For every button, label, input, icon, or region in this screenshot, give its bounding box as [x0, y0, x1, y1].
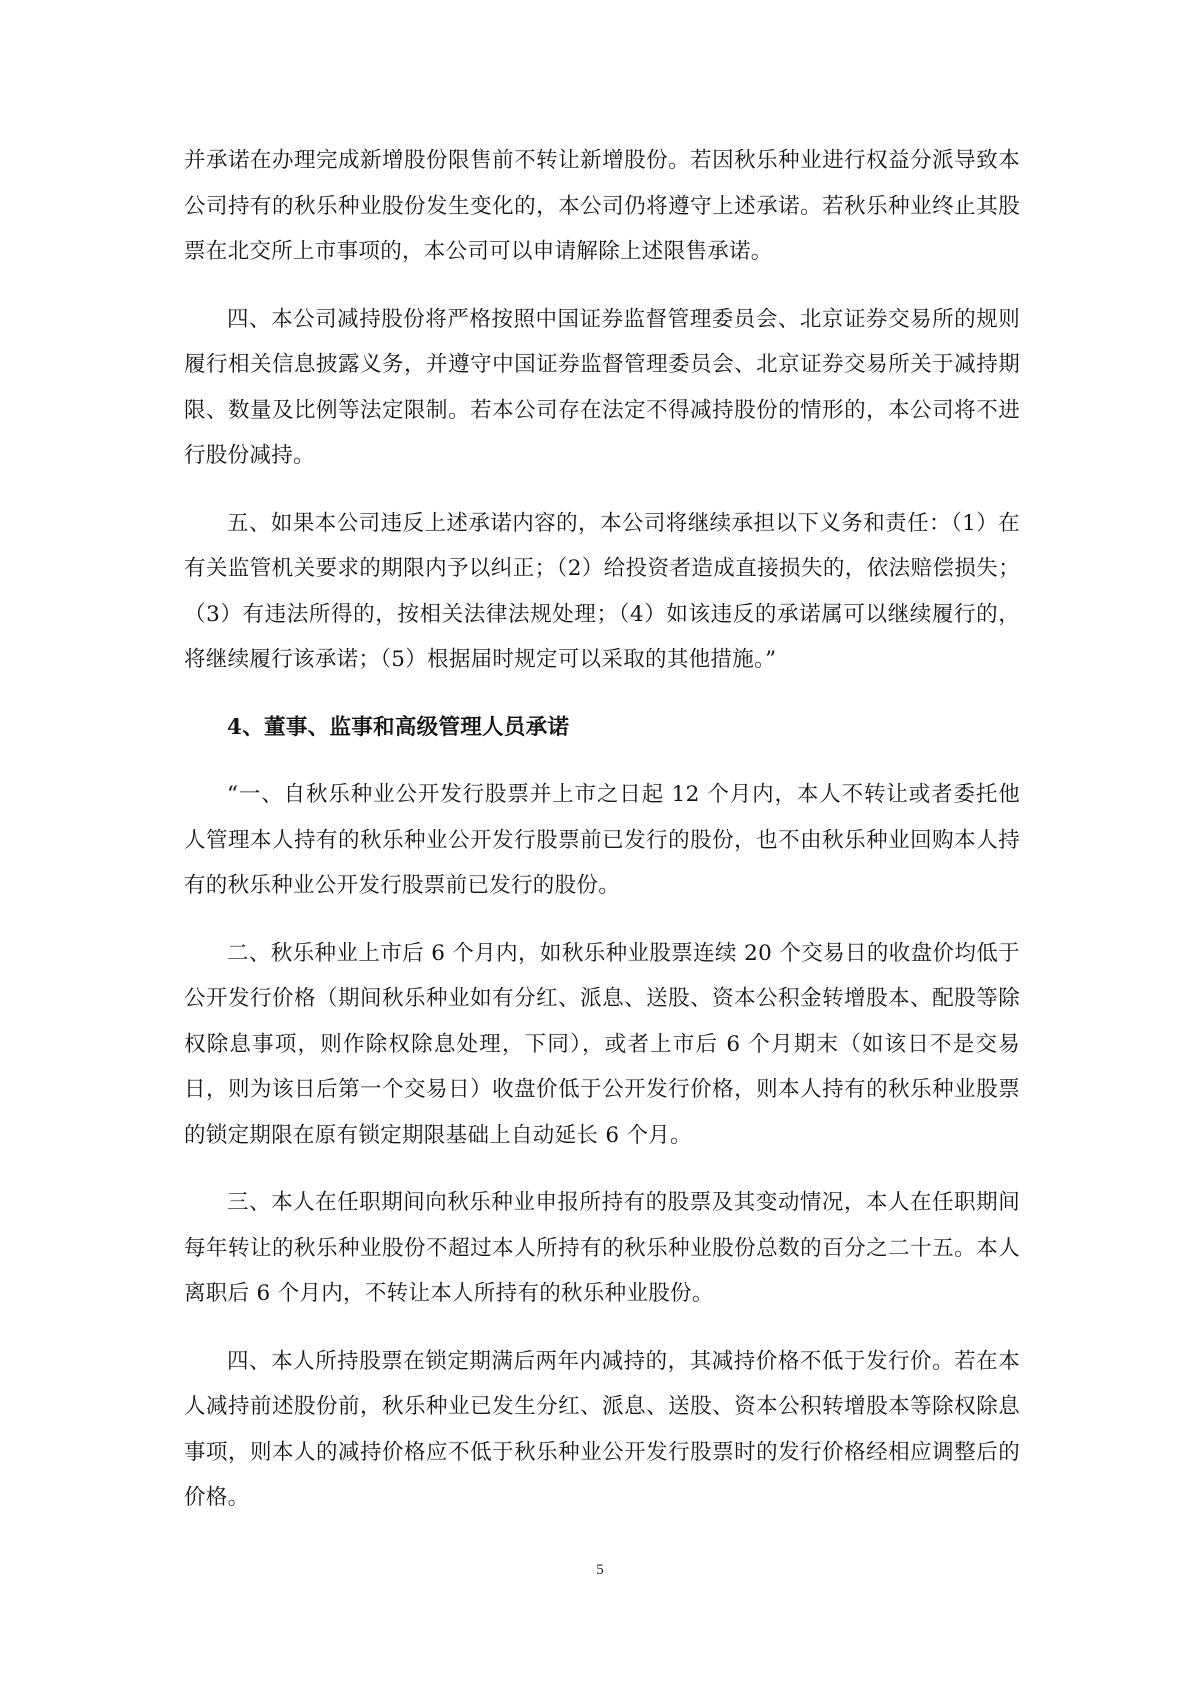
paragraph-director-commitment-1: “一、自秋乐种业公开发行股票并上市之日起 12 个月内，本人不转让或者委托他人管理本人持有的秋乐种业公开发行股票前已发行的股份，也不由秋乐种业回购本人持有的秋乐种业公开发行股票前已发行的股份。 [184, 782, 1020, 898]
paragraph-commitment-5: 五、如果本公司违反上述承诺内容的，本公司将继续承担以下义务和责任：（1）在有关监管机关要求的期限内予以纠正；（2）给投资者造成直接损失的，依法赔偿损失；（3）有违法所得的，按相关法律法规处理；（4）如该违反的承诺属可以继续履行的，将继续履行该承诺；（5）根据届时规定可以采取的其他措施。” [184, 510, 1020, 672]
paragraph-director-commitment-4: 四、本人所持股票在锁定期满后两年内减持的，其减持价格不低于发行价。若在本人减持前述股份前，秋乐种业已发生分红、派息、送股、资本公积转增股本等除权除息事项，则本人的减持价格应不低于秋乐种业公开发行股票时的发行价格经相应调整后的价格。 [184, 1348, 1020, 1510]
document-body [184, 138, 1020, 1543]
paragraph-continuation: 并承诺在办理完成新增股份限售前不转让新增股份。若因秋乐种业进行权益分派导致本公司持有的秋乐种业股份发生变化的，本公司仍将遵守上述承诺。若秋乐种业终止其股票在北交所上市事项的，本公司可以申请解除上述限售承诺。 [184, 148, 1020, 264]
paragraph-director-commitment-2: 二、秋乐种业上市后 6 个月内，如秋乐种业股票连续 20 个交易日的收盘价均低于公开发行价格（期间秋乐种业如有分红、派息、送股、资本公积金转增股本、配股等除权除息事项，则作除权除息处理，下同），或者上市后 6 个月期末（如该日不是交易日，则为该日后第一个交易日）收盘价低于公开发行价格，则本人持有的秋乐种业股票的锁定期限在原有锁定期限基础上自动延长 6 个月。 [184, 940, 1020, 1148]
paragraph-commitment-4: 四、本公司减持股份将严格按照中国证券监督管理委员会、北京证券交易所的规则履行相关信息披露义务，并遵守中国证券监督管理委员会、北京证券交易所关于减持期限、数量及比例等法定限制。若本公司存在法定不得减持股份的情形的，本公司将不进行股份减持。 [184, 306, 1020, 468]
section-heading: 4、董事、监事和高级管理人员承诺 [227, 714, 570, 740]
paragraph-director-commitment-3: 三、本人在任职期间向秋乐种业申报所持有的股票及其变动情况，本人在任职期间每年转让的秋乐种业股份不超过本人所持有的秋乐种业股份总数的百分之二十五。本人离职后 6 个月内，不转让本人所持有的秋乐种业股份。 [184, 1190, 1020, 1306]
page-number: 5 [596, 1562, 604, 1578]
